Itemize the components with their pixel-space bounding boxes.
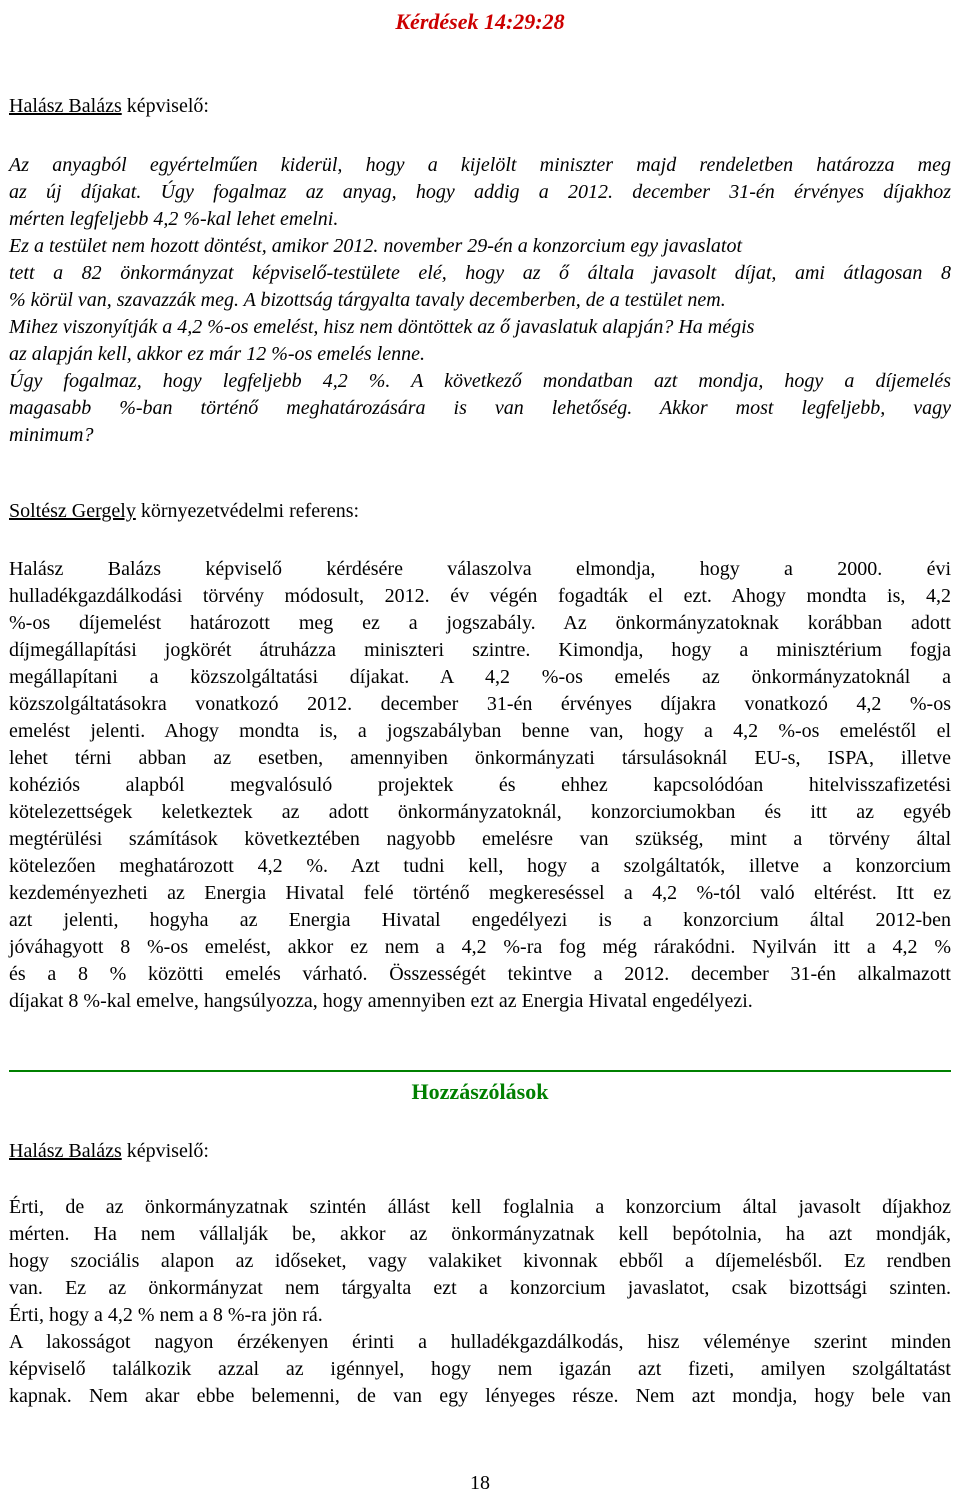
text-line: díjmegállapítási jogkörét átruházza miniszteri szintre. Kimondja, hogy a minisztérium fogja [9,639,951,661]
text-line: kohéziós alapból megvalósuló projektek és ehhez kapcsolódóan hitelvisszafizetési [9,774,951,796]
text-line: tett a 82 önkormányzat képviselő-testülete elé, hogy az ő általa javasolt díjat, ami átlagosan 8 [9,262,951,284]
text-line: % körül van, szavazzák meg. A bizottság tárgyalta tavaly decemberben, de a testület nem. [9,289,726,311]
text-line: magasabb %-ban történő meghatározására is van lehetőség. Akkor most legfeljebb, vagy [9,397,951,419]
section-title: Kérdések 14:29:28 [395,9,565,34]
speaker-line-3 [9,1138,951,1165]
text-line: %-os díjemelést határozott meg ez a jogszabály. Az önkormányzatoknak korábban adott [9,612,951,634]
text-line: jóváhagyott 8 %-os emelést, akkor ez nem a 4,2 %-ra fog még rárakódni. Nyilván itt a 4,2 % [9,936,951,958]
speaker-role: képviselő: [121,95,209,117]
text-line: Ez a testület nem hozott döntést, amikor 2012. november 29-én a konzorcium egy javaslatot [9,235,743,257]
text-line: díjakat 8 %-kal emelve, hangsúlyozza, hogy amennyiben ezt az Energia Hivatal engedélyezi. [9,990,753,1012]
section-divider [9,1070,951,1072]
section-heading: Hozzászólások [411,1079,549,1104]
speaker-name: Soltész Gergely [9,500,136,522]
speaker-role: környezetvédelmi referens: [135,500,360,522]
text-line: mérten legfeljebb 4,2 %-kal lehet emelni. [9,208,339,230]
text-line: megtérülési számítások következtében nagyobb emelésre van szükség, mint a törvény által [9,828,951,850]
speaker-line-2 [9,498,951,525]
text-line: az alapján kell, akkor ez már 12 %-os emelés lenne. [9,343,426,365]
text-line: Az anyagból egyértelműen kiderül, hogy a kijelölt miniszter majd rendeletben határozza meg [9,154,951,176]
text-line: emelést jelenti. Ahogy mondta is, a jogszabályban benne van, hogy a 4,2 %-os emeléstől el [9,720,951,742]
text-line: Halász Balázs képviselő kérdésére válaszolva elmondja, hogy a 2000. évi [9,558,951,580]
text-line: mérten. Ha nem vállalják be, akkor az önkormányzatnak kell bepótolnia, ha azt mondják, [9,1223,951,1245]
text-line: lehet térni abban az esetben, amennyiben önkormányzati társulásoknál EU-s, ISPA, illetve [9,747,951,769]
text-line: Érti, de az önkormányzatnak szintén állást kell foglalnia a konzorcium által javasolt díjakhoz [9,1196,951,1218]
speaker-name: Halász Balázs [9,95,122,117]
text-line: és a 8 % közötti emelés várható. Összességét tekintve a 2012. december 31-én alkalmazott [9,963,951,985]
text-line: Érti, hogy a 4,2 % nem a 8 %-ra jön rá. [9,1304,323,1326]
text-line: kötelezettségek keletkeztek az adott önkormányzatoknál, konzorciumokban és itt az egyéb [9,801,951,823]
text-line: Úgy fogalmaz, hogy legfeljebb 4,2 %. A következő mondatban azt mondja, hogy a díjemelés [9,370,951,392]
text-line: kötelezően meghatározott 4,2 %. Azt tudni kell, hogy a szolgáltatók, illetve a konzorcium [9,855,951,877]
text-line: van. Ez az önkormányzat nem tárgyalta ezt a konzorcium javaslatot, csak bizottsági szinten. [9,1277,951,1299]
text-line: azt jelenti, hogyha az Energia Hivatal engedélyezi is a konzorcium által 2012-ben [9,909,951,931]
text-line: az új díjakat. Úgy fogalmaz az anyag, hogy addig a 2012. december 31-én érvényes díjakhoz [9,181,951,203]
page-number: 18 [470,1472,490,1494]
text-line: képviselő találkozik azzal az igénnyel, hogy nem igazán azt fizeti, amilyen szolgáltatást [9,1358,951,1380]
text-line: A lakosságot nagyon érzékenyen érinti a hulladékgazdálkodás, hisz véleménye szerint minden [9,1331,951,1353]
text-line: hogy szociális alapon az időseket, vagy valakiket kivonnak ebből a díjemelésből. Ez rendben [9,1250,951,1272]
text-line: minimum? [9,424,94,446]
text-line: kapnak. Nem akar ebbe belemenni, de van egy lényeges része. Nem azt mondja, hogy bele van [9,1385,951,1407]
text-line: megállapítani a közszolgáltatási díjakat. A 4,2 %-os emelés az önkormányzatoknál a [9,666,951,688]
speaker-name: Halász Balázs [9,1140,122,1162]
text-line: közszolgáltatásokra vonatkozó 2012. december 31-én érvényes díjakra vonatkozó 4,2 %-os [9,693,951,715]
speaker-line-1 [9,93,951,120]
text-line: kezdeményezheti az Energia Hivatal felé történő megkereséssel a 4,2 %-tól való eltérést. Itt ez [9,882,951,904]
text-line: hulladékgazdálkodási törvény módosult, 2012. év végén fogadták el ezt. Ahogy mondta is, 4,2 [9,585,951,607]
text-line: Mihez viszonyítják a 4,2 %-os emelést, hisz nem döntöttek az ő javaslatuk alapján? Ha mégis [9,316,755,338]
speaker-role: képviselő: [121,1140,209,1162]
